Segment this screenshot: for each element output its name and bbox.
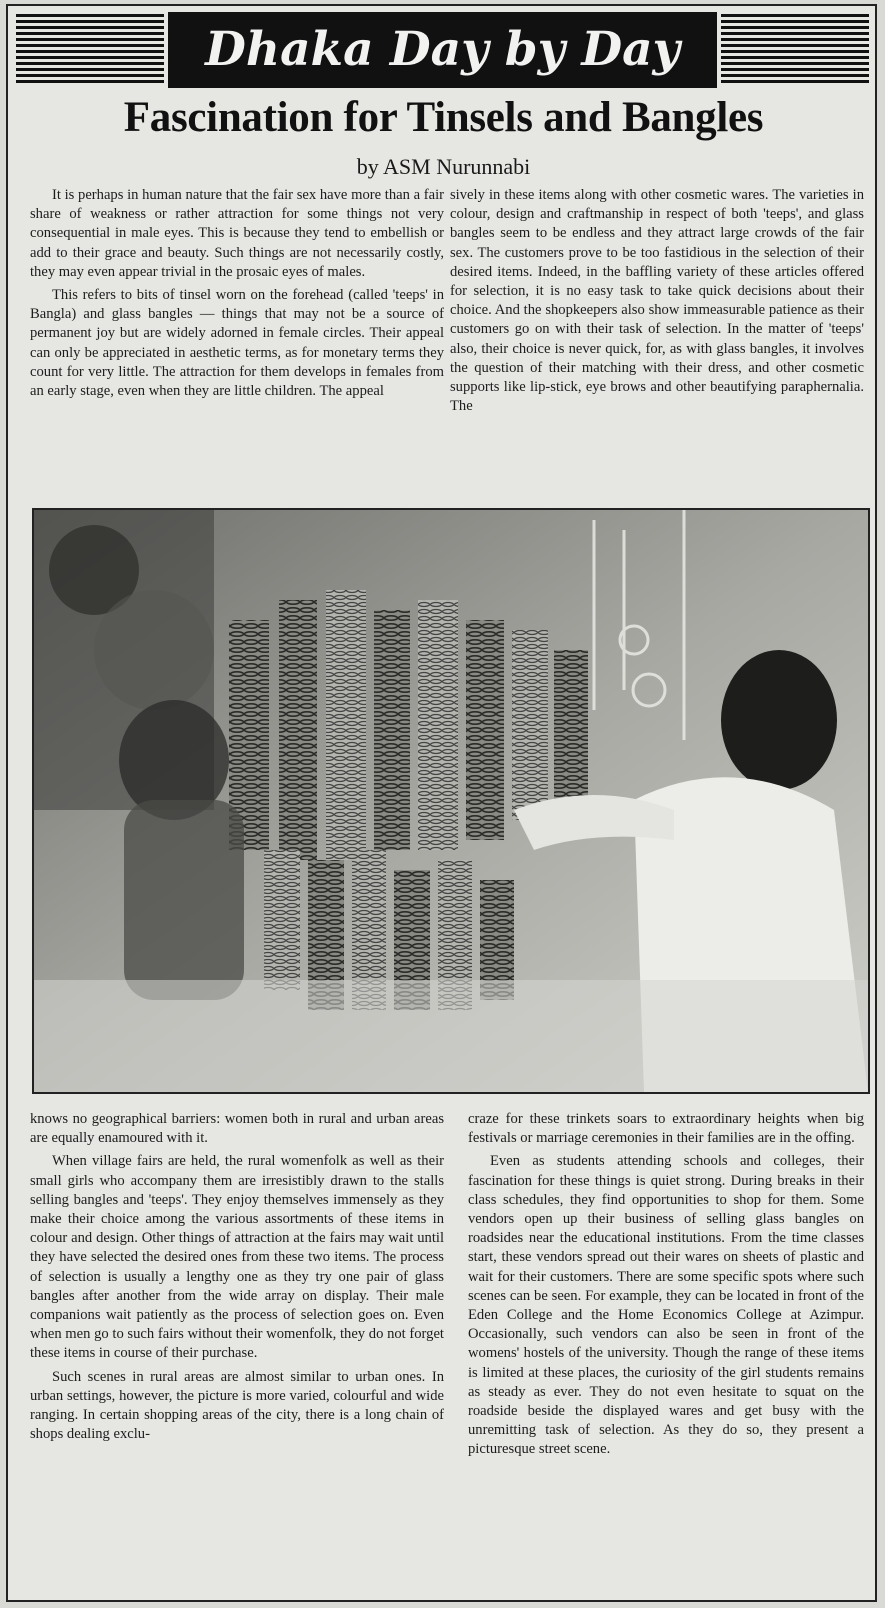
paragraph: It is perhaps in human nature that the fair sex have more than a fair share of weakness or rather attraction for some things not very consequential in male eyes. This is because they tend to embellish or add to their grace and beauty. Such things are not necessarily costly, they may even appear trivial in the prosaic eyes of males. (30, 187, 444, 280)
paragraph: sively in these items along with other cosmetic wares. The varieties in colour, design and craftmanship in respect of both 'teeps', and glass bangles seem to be endless and they attract large crowds of the fair sex. The customers prove to be too fastidious in the selection of their desired items. Indeed, in the baffling variety of these articles offered for selection, it is no easy task to take quick decisions about their choice. And the shopkeepers also show immeasurable patience as their customers go on with their task of selection. In the matter of 'teeps' also, their choice is never quick, for, as with glass bangles, it involves the question of their matching with their dress, and other cosmetic supports like lip-stick, eye brows and other beautifying paraphernalia. The (450, 187, 864, 415)
photo-illustration (34, 510, 868, 1092)
paragraph: Even as students attending schools and colleges, their fascination for these things is quiet strong. During breaks in their class schedules, they find opportunities to shop for them. Some vendors open up their business of selling glass bangles on roadsides near the educational institutions. From the time classes start, these vendors spread out their wares on sheets of plastic and wait for their customers. There are some specific spots where such scenes can be seen. For example, they can be located in front of the Eden College and the Home Economics College at Azimpur. Occasionally, such vendors can also be seen in front of the womens' hostels of the university. Though the range of these items is limited at these places, the curiosity of the girl students remains as steady as ever. They do not even hesitate to squat on the roadside beside the displayed wares and get busy with the unremitting task of selection. As they do so, they present a picturesque street scene. (468, 1153, 864, 1458)
column-banner: Dhaka Day by Day (168, 12, 717, 88)
text-column-top-left (30, 186, 444, 506)
text-column-bottom-left (30, 1110, 444, 1598)
text-column-top-right (450, 186, 864, 506)
masthead-hatch-left (16, 14, 164, 86)
paragraph: knows no geographical barriers: women both in rural and urban areas are equally enamoured with it. (30, 1111, 444, 1147)
newspaper-page (6, 4, 877, 1602)
paragraph: This refers to bits of tinsel worn on the forehead (called 'teeps' in Bangla) and glass bangles — things that may not be a source of permanent joy but are widely adorned in female circles. Their appeal can only be appreciated in aesthetic terms, as for monetary terms they count for very little. The attraction for them develops in females from an early stage, even when they are little children. The appeal (30, 287, 444, 400)
bangle-stall-photo (32, 508, 870, 1094)
text-column-bottom-right (468, 1110, 864, 1598)
paragraph: When village fairs are held, the rural womenfolk as well as their small girls who accompany them are irresistibly drawn to the stalls selling bangles and 'teeps'. They enjoy themselves immensely as they make their choice among the various assortments of these items in colour and design. Other things of attraction at the fairs may wait until they have selected the desired ones from these two items. The process of selection is usually a lengthy one as they try one pair of glass bangles after another from the wide array on display. Their male companions wait patiently as the process of selection goes on. Even when men go to such fairs without their womenfolk, they do not forget these items in course of their purchase. (30, 1153, 444, 1362)
article-byline: by ASM Nurunnabi (356, 154, 531, 179)
masthead-hatch-right (721, 14, 869, 86)
column-masthead (16, 10, 869, 90)
paragraph: craze for these trinkets soars to extraordinary heights when big festivals or marriage ceremonies in their families are in the offing. (468, 1111, 864, 1147)
article-headline: Fascination for Tinsels and Bangles (123, 94, 764, 141)
paragraph: Such scenes in rural areas are almost similar to urban ones. In urban settings, however, the picture is more varied, colourful and wide ranging. In certain shopping areas of the city, there is a long chain of shops dealing exclu- (30, 1368, 444, 1443)
